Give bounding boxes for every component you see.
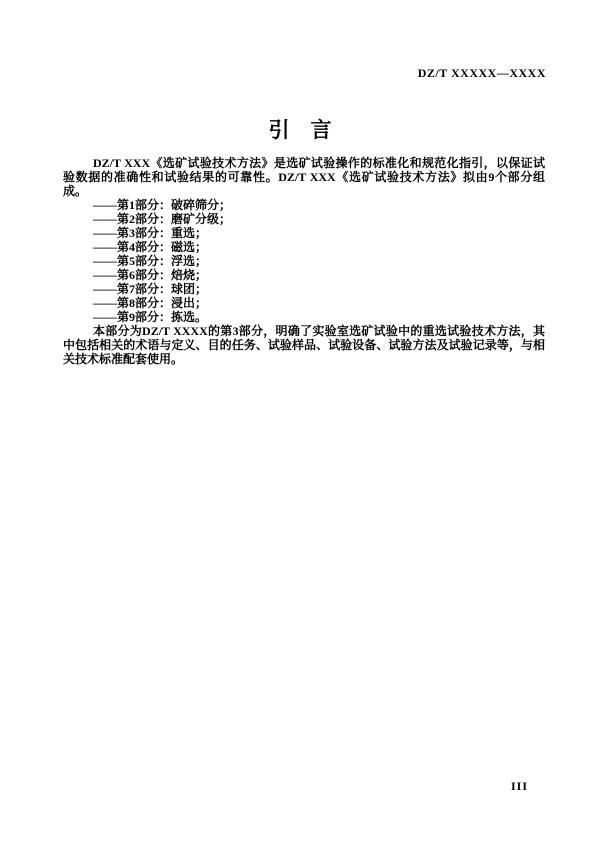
document-body [63, 156, 545, 366]
list-item: ——第9部分：拣选。 [93, 310, 208, 324]
list-item: ——第3部分：重选； [93, 226, 208, 240]
list-item: ——第2部分：磨矿分级； [93, 212, 232, 226]
page-title: 引 言 [268, 119, 332, 142]
closing-paragraph: 本部分为DZ/T XXXX的第3部分，明确了实验室选矿试验中的重选试验技术方法，其中包括相关的术语与定义、目的任务、试验样品、试验设备、试验方法及试验记录等，与相关技术标准配套使用。 [63, 324, 545, 366]
list-item: ——第7部分：球团； [93, 282, 208, 296]
list-item: ——第8部分：浸出； [93, 296, 208, 310]
intro-paragraph: DZ/T XXX《选矿试验技术方法》是选矿试验操作的标准化和规范化指引，以保证试验数据的准确性和试验结果的可靠性。DZ/T XXX《选矿试验技术方法》拟由9个部分组成。 [63, 156, 545, 198]
list-item: ——第1部分：破碎筛分； [93, 198, 232, 212]
list-item: ——第6部分：焙烧； [93, 268, 208, 282]
list-item: ——第5部分：浮选； [93, 254, 208, 268]
list-item: ——第4部分：磁选； [93, 240, 208, 254]
parts-list [63, 198, 545, 324]
page-number: III [510, 779, 528, 793]
standard-code-header: DZ/T XXXXX—XXXX [417, 66, 546, 80]
